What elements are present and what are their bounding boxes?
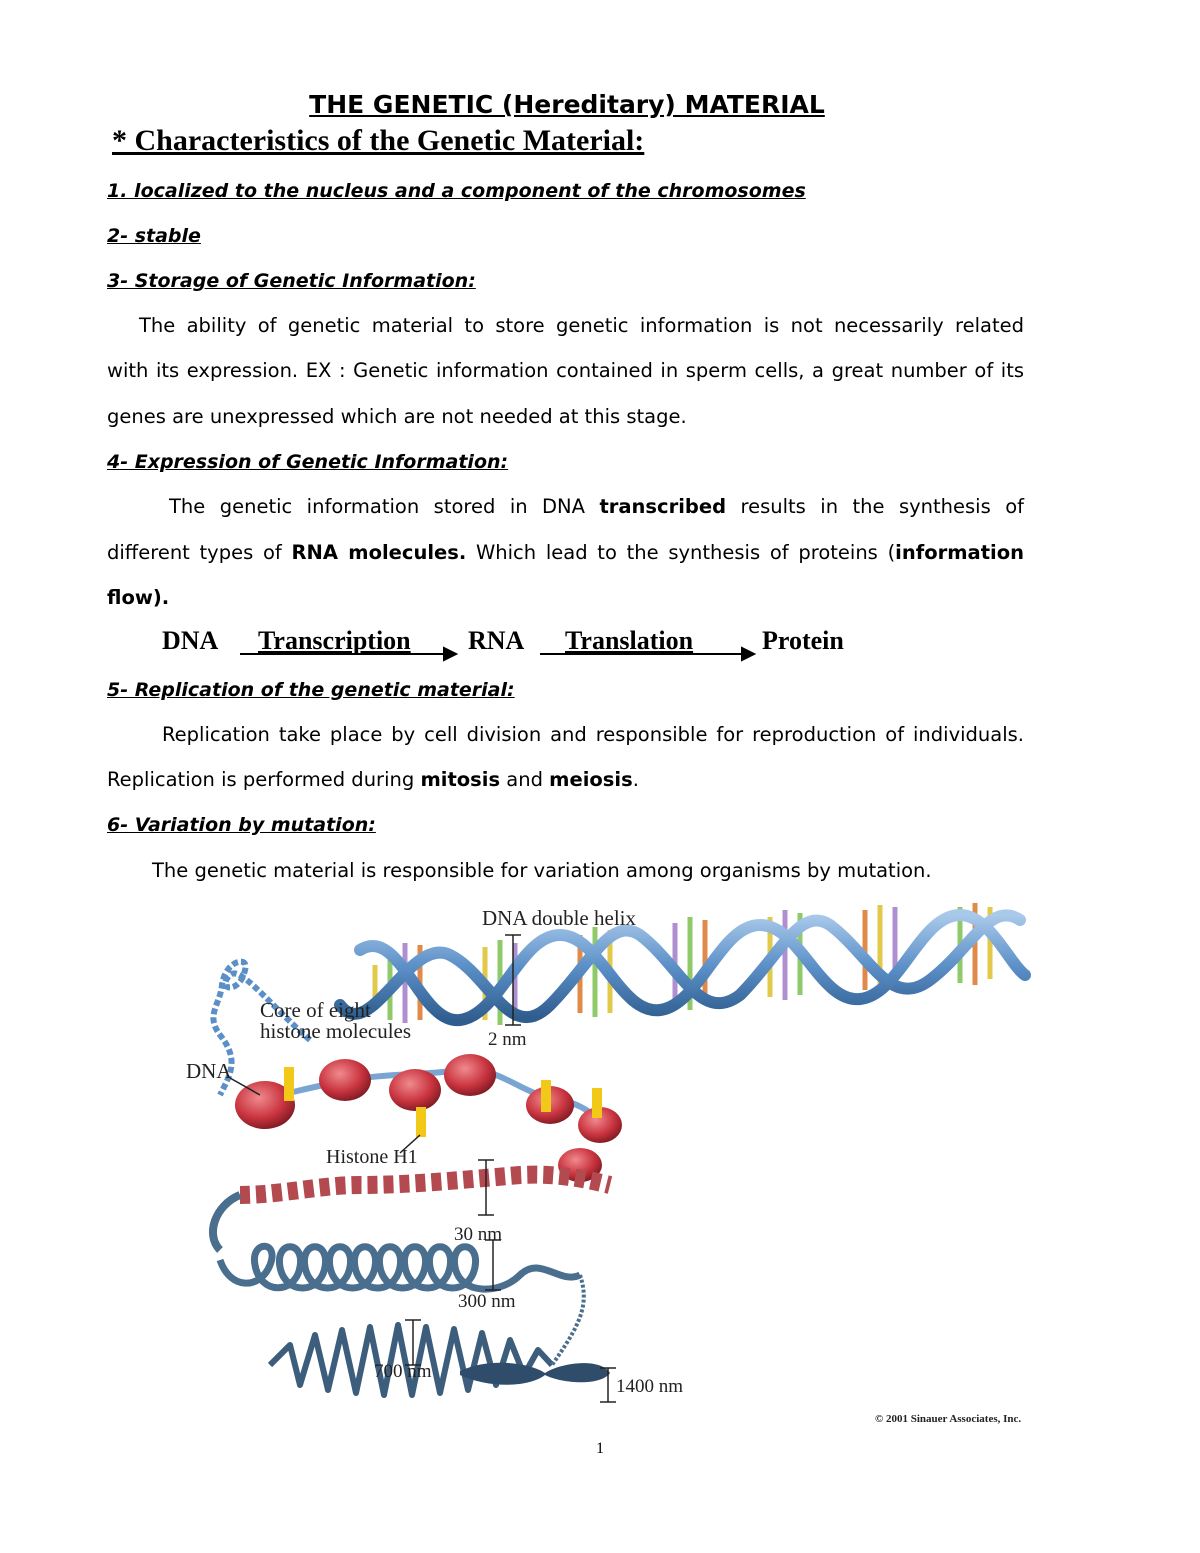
chromatin-figure xyxy=(160,895,1040,1435)
nucleosomes xyxy=(235,1054,622,1182)
page-number: 1 xyxy=(596,1440,604,1457)
expression-line-2: different types of RNA molecules. Which lead to the synthesis of proteins (information xyxy=(107,541,1024,564)
flow-rna: RNA xyxy=(468,626,525,655)
label-histone-h1: Histone H1 xyxy=(326,1146,418,1168)
label-core-2: histone molecules xyxy=(260,1019,412,1043)
label-30nm: 30 nm xyxy=(454,1224,503,1245)
item-6-heading: 6- Variation by mutation: xyxy=(107,814,376,836)
label-700nm: 700 nm xyxy=(374,1361,432,1382)
storage-line-3: genes are unexpressed which are not needed at this stage. xyxy=(107,405,687,428)
item-3-heading: 3- Storage of Genetic Information: xyxy=(107,270,476,292)
flow-transcription: Transcription xyxy=(258,626,411,655)
flow-arrows xyxy=(0,0,1200,700)
replication-line-1: Replication take place by cell division and responsible for reproduction of individuals. xyxy=(162,723,1024,746)
item-2-heading: 2- stable xyxy=(107,225,201,247)
chromosome xyxy=(460,1363,610,1385)
fiber-tail xyxy=(552,1275,584,1365)
label-300nm: 300 nm xyxy=(458,1291,516,1312)
section-subtitle: * Characteristics of the Genetic Material: xyxy=(112,124,645,157)
label-helix: DNA double helix xyxy=(482,906,636,930)
label-core: Core of eight xyxy=(260,998,371,1022)
storage-line-1: The ability of genetic material to store genetic information is not necessarily related xyxy=(139,314,1024,337)
fiber-300nm xyxy=(220,1246,580,1289)
variation-line-1: The genetic material is responsible for variation among organisms by mutation. xyxy=(152,859,932,882)
arrow-2 xyxy=(540,648,754,660)
flow-dna: DNA xyxy=(162,626,219,655)
item-4-heading: 4- Expression of Genetic Information: xyxy=(107,451,509,473)
label-dna: DNA xyxy=(186,1059,232,1083)
figure-credit: © 2001 Sinauer Associates, Inc. xyxy=(875,1413,1022,1425)
expression-line-3: flow). xyxy=(107,586,170,609)
replication-line-2: Replication is performed during mitosis and meiosis. xyxy=(107,768,639,791)
flow-protein: Protein xyxy=(762,626,844,655)
fiber-30nm-loop xyxy=(213,1195,240,1250)
expression-line-1: The genetic information stored in DNA transcribed results in the synthesis of xyxy=(169,495,1024,518)
page-title: THE GENETIC (Hereditary) MATERIAL xyxy=(309,90,825,119)
fiber-30nm xyxy=(240,1175,610,1195)
item-1-heading: 1. localized to the nucleus and a component of the chromosomes xyxy=(107,180,806,202)
item-5-heading: 5- Replication of the genetic material: xyxy=(107,679,515,701)
label-1400nm: 1400 nm xyxy=(616,1376,684,1397)
arrow-1 xyxy=(240,648,456,660)
storage-line-2: with its expression. EX : Genetic information contained in sperm cells, a great number of its xyxy=(107,359,1024,382)
label-2nm: 2 nm xyxy=(488,1029,527,1050)
flow-translation: Translation xyxy=(565,626,694,655)
